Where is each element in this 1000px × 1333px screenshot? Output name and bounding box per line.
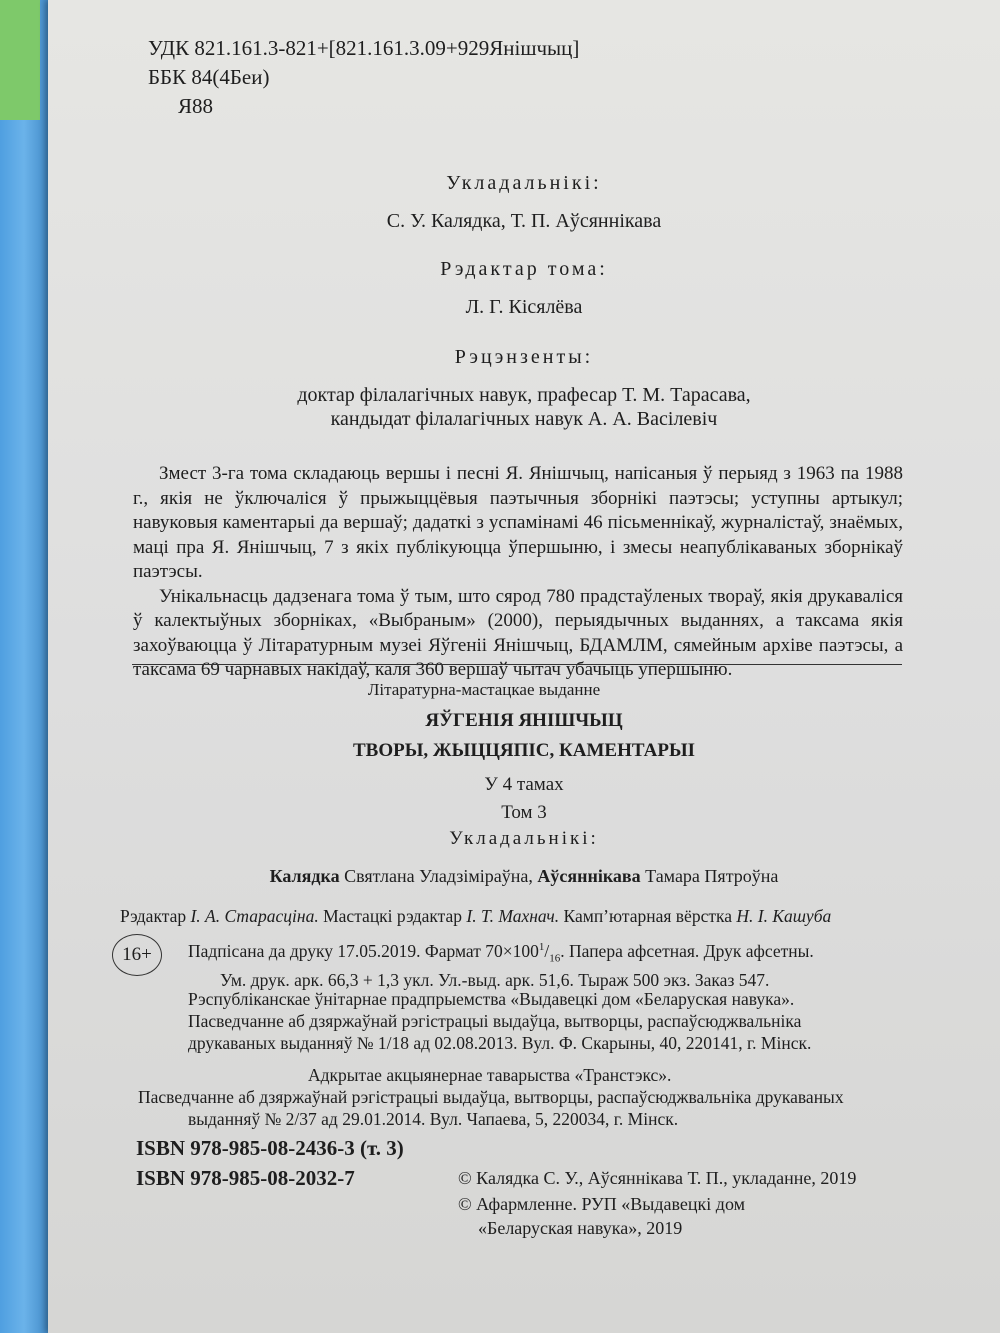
volume-editor-name: Л. Г. Кісялёва [465, 296, 583, 318]
book-page [48, 0, 1000, 1333]
author-mark: Я88 [178, 94, 214, 118]
reviewer-line-1: доктар філалагічных навук, прафесар Т. М. Тарасава, [297, 384, 751, 406]
printer-line-3: выданняў № 2/37 ад 29.01.2014. Вул. Чапаева, 5, 220034, г. Мінск. [188, 1109, 679, 1129]
format-numerator: 1 [538, 941, 545, 953]
format-denominator: 16 [549, 952, 561, 965]
layout-name: Н. І. Кашуба [736, 906, 832, 926]
volume-number: Том 3 [501, 802, 547, 823]
print-line-1: Падпісана да друку 17.05.2019. Фармат $70\times 100^1/_{16}$. Папера афсетная. Друк афсетны. [188, 940, 814, 965]
compilers-names: С. У. Калядка, Т. П. Аўсяннікава [386, 210, 662, 232]
publisher-line-3: друкаваных выданняў № 1/18 ад 02.08.2013. Вул. Ф. Скарыны, 40, 220141, г. Мінск. [188, 1033, 812, 1053]
publisher-info [188, 988, 811, 1054]
volume-editor-label: Рэдактар тома: [440, 258, 608, 280]
copyright-publisher: «Беларуская навука», 2019 [478, 1218, 683, 1238]
compiler-1-given: Святлана Уладзіміраўна, [344, 866, 533, 886]
classification-codes [148, 34, 579, 121]
annotation-paragraph-2: Унікальнасць дадзенага тома ў тым, што сярод 780 прадстаўленых твораў, якія друкаваліся ў калектыўных зборніках, «Выбраным» (2000), перыядычных выданнях, а таксама якія захоўваюцца ў Літаратурным музеі Яўгеніі Янішчыц, БДАМЛМ, сямейным архіве паэтэсы, а таксама 69 чарнавых накідаў, каля 360 вершаў чытач убачыць упершыню. [133, 585, 903, 680]
printer-line-2: Пасведчанне аб дзяржаўнай рэгістрацыі выдаўца, вытворцы, распаўсюджвальніка друкаваных [138, 1087, 844, 1107]
isbn-set: ISBN 978-985-08-2032-7 [136, 1166, 355, 1190]
publisher-line-2: Пасведчанне аб дзяржаўнай рэгістрацыі выдаўца, вытворцы, распаўсюджвальніка [188, 1011, 802, 1031]
reviewers-label: Рэцэнзенты: [454, 346, 594, 368]
divider-rule [132, 664, 902, 665]
publisher-line-1: Рэспубліканскае ўнітарнае прадпрыемства «Выдавецкі дом «Беларуская навука». [188, 989, 795, 1009]
compiler-1-surname: Калядка [269, 866, 340, 886]
book-title: ТВОРЫ, ЖЫЦЦЯПІС, КАМЕНТАРЫІ [353, 740, 695, 761]
art-editor-role: Мастацкі рэдактар [323, 906, 463, 926]
staff-credits [120, 906, 831, 927]
author-name: ЯЎГЕНІЯ ЯНІШЧЫЦ [425, 710, 623, 731]
copyright-design: © Афармленне. РУП «Выдавецкі дом [458, 1194, 746, 1214]
imprint-compilers-label: Укладальнікі: [449, 828, 599, 849]
udk-code: УДК 821.161.3-821+[821.161.3.09+929Янішчыц] [148, 36, 580, 60]
bbk-code: ББК 84(4Беи) [148, 65, 270, 89]
compiler-2-given: Тамара Пятроўна [645, 866, 779, 886]
reviewer-line-2: кандыдат філалагічных навук А. А. Васілевіч [330, 408, 718, 430]
annotation [133, 462, 903, 683]
print-details [188, 936, 814, 991]
isbn-volume: ISBN 978-985-08-2436-3 (т. 3) [136, 1136, 404, 1160]
art-editor-name: І. Т. Махнач. [466, 906, 560, 926]
imprint-compilers [48, 866, 1000, 887]
printer-info [138, 1064, 844, 1130]
compilers-label: Укладальнікі: [446, 172, 602, 194]
editor-role: Рэдактар [120, 906, 187, 926]
layout-role: Камп’ютарная вёрстка [563, 906, 732, 926]
genre-line: Літаратурна-мастацкае выданне [367, 680, 601, 699]
age-rating-badge: 16+ [112, 934, 162, 976]
annotation-paragraph-1: Змест 3-га тома складаюць вершы і песні Я. Янішчыц, напісаныя ў перыяд з 1963 па 1988 г., якія не ўключаліся ў прыжыццёвыя паэтычныя зборнікі паэтэсы; уступны артыкул; навуковыя каментарыі да вершаў; дадаткі з успамінамі 46 пісьменнікаў, журналістаў, знаёмых, маці пра Я. Янішчыц, 7 з якіх публікуюцца ўпершыню, і змесы неапублікаваных зборнікаў паэтэсы. [133, 463, 903, 582]
copyright-compilers: © Калядка С. У., Аўсяннікава Т. П., укладанне, 2019 [458, 1168, 857, 1188]
volumes-count: У 4 тамах [484, 774, 564, 795]
printer-line-1: Адкрытае акцыянернае таварыства «Транстэкс». [308, 1065, 672, 1085]
editor-name: І. А. Старасціна. [190, 906, 319, 926]
cover-illustration [0, 0, 40, 120]
compiler-2-surname: Аўсяннікава [537, 866, 641, 886]
print-line-2: Ум. друк. арк. 66,3 + 1,3 укл. Ул.-выд. арк. 51,6. Тыраж 500 экз. Заказ 547. [220, 970, 770, 991]
